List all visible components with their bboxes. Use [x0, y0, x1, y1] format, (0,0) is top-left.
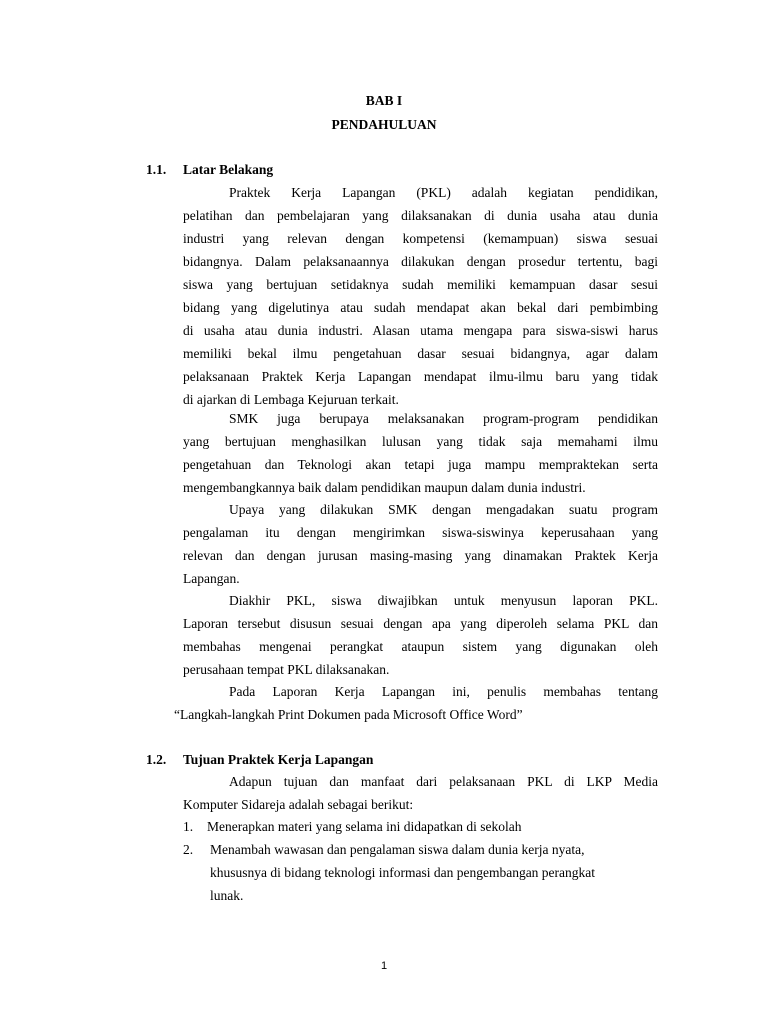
- section-1-2-heading: Tujuan Praktek Kerja Lapangan: [183, 752, 374, 767]
- text-line: “Langkah-langkah Print Dokumen pada Microsoft Office Word”: [174, 707, 523, 722]
- text-line: Lapangan.: [183, 571, 240, 586]
- paragraph-latar-4: [183, 592, 658, 684]
- paragraph-latar-1: [183, 184, 658, 414]
- text-line: pelatihan dan pembelajaran yang dilaksanakan di dunia usaha atau dunia: [183, 208, 658, 223]
- list-item-1-text: Menerapkan materi yang selama ini didapatkan di sekolah: [207, 819, 522, 834]
- text-line: membahas mengenai perangkat ataupun sistem yang digunakan oleh: [183, 639, 658, 654]
- text-line: industri yang relevan dengan kompetensi (kemampuan) siswa sesuai: [183, 231, 658, 246]
- text-line: di ajarkan di Lembaga Kejuruan terkait.: [183, 392, 399, 407]
- list-item-2-text: lunak.: [210, 888, 244, 903]
- list-item-2-text: khususnya di bidang teknologi informasi dan pengembangan perangkat: [210, 865, 596, 880]
- text-line: relevan dan dengan jurusan masing-masing yang dinamakan Praktek Kerja: [183, 548, 658, 563]
- text-line: memiliki bekal ilmu pengetahuan dasar sesuai bidangnya, agar dalam: [183, 346, 658, 361]
- text-line: Laporan tersebut disusun sesuai dengan apa yang diperoleh selama PKL dan: [183, 616, 658, 631]
- list-item-1-marker: 1.: [183, 819, 194, 834]
- text-line: Pada Laporan Kerja Lapangan ini, penulis membahas tentang: [229, 684, 658, 699]
- text-line: siswa yang bertujuan setidaknya sudah memiliki kemampuan dasar sesui: [183, 277, 658, 292]
- text-line: bidangnya. Dalam pelaksanaannya dilakukan dengan prosedur tertentu, bagi: [183, 254, 658, 269]
- text-line: mengembangkannya baik dalam pendidikan maupun dalam dunia industri.: [183, 480, 586, 495]
- text-line: di usaha atau dunia industri. Alasan utama mengapa para siswa-siswi harus: [183, 323, 658, 338]
- list-item-2-text: Menambah wawasan dan pengalaman siswa dalam dunia kerja nyata,: [210, 842, 585, 857]
- text-line: perusahaan tempat PKL dilaksanakan.: [183, 662, 390, 677]
- chapter-label: BAB I: [365, 93, 403, 108]
- text-line: yang bertujuan menghasilkan lulusan yang tidak saja memahami ilmu: [183, 434, 658, 449]
- paragraph-tujuan-intro: [183, 773, 658, 819]
- text-line: Diakhir PKL, siswa diwajibkan untuk menyusun laporan PKL.: [229, 593, 658, 608]
- text-line: pengalaman itu dengan mengirimkan siswa-siswinya keperusahaan yang: [183, 525, 658, 540]
- text-line: Komputer Sidareja adalah sebagai berikut:: [183, 797, 414, 812]
- section-1-1-number: 1.1.: [146, 162, 167, 177]
- paragraph-latar-3: [183, 501, 658, 593]
- text-line: pelaksanaan Praktek Kerja Lapangan mendapat ilmu-ilmu baru yang tidak: [183, 369, 658, 384]
- text-line: SMK juga berupaya melaksanakan program-program pendidikan: [229, 411, 658, 426]
- text-line: Upaya yang dilakukan SMK dengan mengadakan suatu program: [229, 502, 658, 517]
- text-line: Praktek Kerja Lapangan (PKL) adalah kegiatan pendidikan,: [229, 185, 658, 200]
- text-line: Adapun tujuan dan manfaat dari pelaksanaan PKL di LKP Media: [229, 774, 658, 789]
- section-1-2-number: 1.2.: [146, 752, 167, 767]
- section-1-1-heading: Latar Belakang: [183, 162, 274, 177]
- page-number: 1: [380, 960, 388, 972]
- paragraph-latar-5: [174, 683, 658, 729]
- list-item-2-marker: 2.: [183, 842, 194, 857]
- text-line: bidang yang digelutinya atau sudah mendapat akan bekal dari pembimbing: [183, 300, 658, 315]
- chapter-title: PENDAHULUAN: [331, 117, 437, 132]
- paragraph-latar-2: [183, 410, 658, 502]
- text-line: pengetahuan dan Teknologi akan tetapi juga mampu mempraktekan serta: [183, 457, 658, 472]
